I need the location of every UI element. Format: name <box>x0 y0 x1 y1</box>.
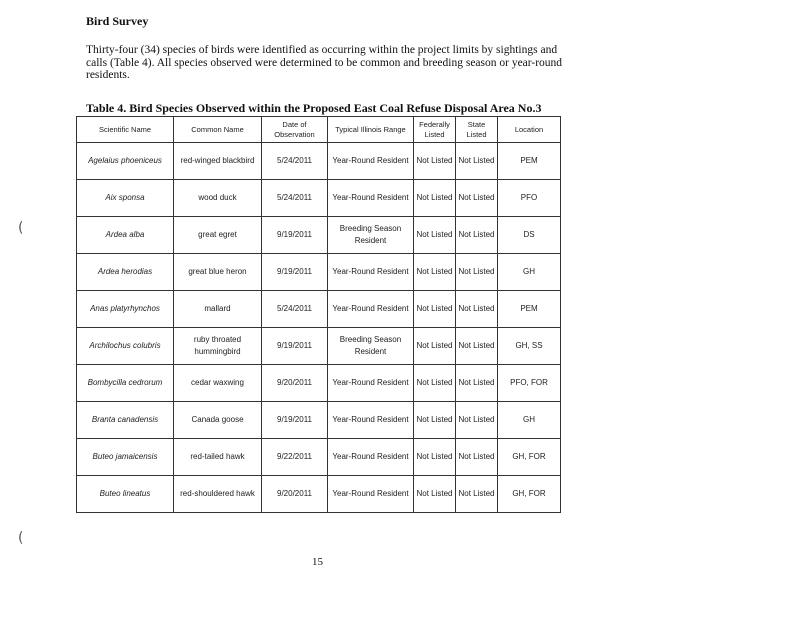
cell-date: 9/19/2011 <box>262 217 328 254</box>
cell-common: great blue heron <box>174 254 262 291</box>
cell-range: Year-Round Resident <box>328 180 414 217</box>
cell-common: Canada goose <box>174 402 262 439</box>
cell-state: Not Listed <box>456 180 498 217</box>
cell-scientific: Buteo jamaicensis <box>77 439 174 476</box>
cell-federal: Not Listed <box>414 365 456 402</box>
table-row <box>77 328 561 365</box>
cell-state: Not Listed <box>456 291 498 328</box>
cell-location: PEM <box>498 291 561 328</box>
cell-location: DS <box>498 217 561 254</box>
cell-range: Year-Round Resident <box>328 439 414 476</box>
cell-federal: Not Listed <box>414 476 456 513</box>
cell-common: cedar waxwing <box>174 365 262 402</box>
col-header-scientific: Scientific Name <box>77 117 174 143</box>
cell-date: 9/20/2011 <box>262 476 328 513</box>
table-row <box>77 402 561 439</box>
col-header-range: Typical Illinois Range <box>328 117 414 143</box>
cell-location: GH <box>498 254 561 291</box>
cell-location: GH, SS <box>498 328 561 365</box>
cell-range: Year-Round Resident <box>328 476 414 513</box>
cell-range: Year-Round Resident <box>328 402 414 439</box>
cell-scientific: Bombycilla cedrorum <box>77 365 174 402</box>
cell-scientific: Buteo lineatus <box>77 476 174 513</box>
col-header-common: Common Name <box>174 117 262 143</box>
cell-location: GH, FOR <box>498 476 561 513</box>
table-row <box>77 254 561 291</box>
cell-common: great egret <box>174 217 262 254</box>
cell-scientific: Ardea herodias <box>77 254 174 291</box>
cell-date: 9/22/2011 <box>262 439 328 476</box>
cell-range: Year-Round Resident <box>328 254 414 291</box>
bird-species-table <box>76 116 561 513</box>
cell-scientific: Ardea alba <box>77 217 174 254</box>
table-row <box>77 476 561 513</box>
cell-federal: Not Listed <box>414 254 456 291</box>
table-row <box>77 143 561 180</box>
cell-state: Not Listed <box>456 402 498 439</box>
cell-federal: Not Listed <box>414 402 456 439</box>
cell-location: GH <box>498 402 561 439</box>
table-row <box>77 180 561 217</box>
cell-date: 9/19/2011 <box>262 328 328 365</box>
cell-scientific: Branta canadensis <box>77 402 174 439</box>
table-row <box>77 217 561 254</box>
cell-range: Breeding Season Resident <box>328 328 414 365</box>
col-header-location: Location <box>498 117 561 143</box>
table-header-row <box>77 117 561 143</box>
cell-common: wood duck <box>174 180 262 217</box>
cell-common: red-tailed hawk <box>174 439 262 476</box>
cell-range: Year-Round Resident <box>328 143 414 180</box>
cell-location: PFO, FOR <box>498 365 561 402</box>
cell-state: Not Listed <box>456 143 498 180</box>
cell-federal: Not Listed <box>414 328 456 365</box>
table-row <box>77 291 561 328</box>
cell-date: 9/20/2011 <box>262 365 328 402</box>
hole-punch-mark-upper: ( <box>18 220 24 236</box>
col-header-date: Date of Observation <box>262 117 328 143</box>
cell-range: Breeding Season Resident <box>328 217 414 254</box>
cell-federal: Not Listed <box>414 217 456 254</box>
cell-state: Not Listed <box>456 217 498 254</box>
table-caption: Table 4. Bird Species Observed within the Proposed East Coal Refuse Disposal Area No.3 <box>86 101 542 115</box>
cell-federal: Not Listed <box>414 180 456 217</box>
cell-state: Not Listed <box>456 254 498 291</box>
cell-scientific: Agelaius phoeniceus <box>77 143 174 180</box>
cell-common: mallard <box>174 291 262 328</box>
cell-range: Year-Round Resident <box>328 365 414 402</box>
page-number: 15 <box>312 556 323 568</box>
cell-date: 5/24/2011 <box>262 143 328 180</box>
cell-date: 5/24/2011 <box>262 180 328 217</box>
cell-federal: Not Listed <box>414 439 456 476</box>
col-header-federal: Federally Listed <box>414 117 456 143</box>
cell-date: 5/24/2011 <box>262 291 328 328</box>
cell-scientific: Aix sponsa <box>77 180 174 217</box>
cell-range: Year-Round Resident <box>328 291 414 328</box>
survey-paragraph: Thirty-four (34) species of birds were identified as occurring within the project limits by sightings and calls (Table 4). All species observed were determined to be common and breeding season or year-round residents. <box>86 44 563 81</box>
cell-date: 9/19/2011 <box>262 402 328 439</box>
table-row <box>77 365 561 402</box>
cell-scientific: Anas platyrhynchos <box>77 291 174 328</box>
section-heading: Bird Survey <box>86 14 149 28</box>
cell-common: ruby throated hummingbird <box>174 328 262 365</box>
cell-date: 9/19/2011 <box>262 254 328 291</box>
cell-state: Not Listed <box>456 365 498 402</box>
cell-location: PEM <box>498 143 561 180</box>
cell-federal: Not Listed <box>414 143 456 180</box>
cell-common: red-winged blackbird <box>174 143 262 180</box>
col-header-state: State Listed <box>456 117 498 143</box>
table-row <box>77 439 561 476</box>
cell-scientific: Archilochus colubris <box>77 328 174 365</box>
hole-punch-mark-lower: ( <box>18 530 24 546</box>
cell-state: Not Listed <box>456 476 498 513</box>
cell-location: GH, FOR <box>498 439 561 476</box>
cell-federal: Not Listed <box>414 291 456 328</box>
cell-location: PFO <box>498 180 561 217</box>
cell-common: red-shouldered hawk <box>174 476 262 513</box>
cell-state: Not Listed <box>456 328 498 365</box>
cell-state: Not Listed <box>456 439 498 476</box>
